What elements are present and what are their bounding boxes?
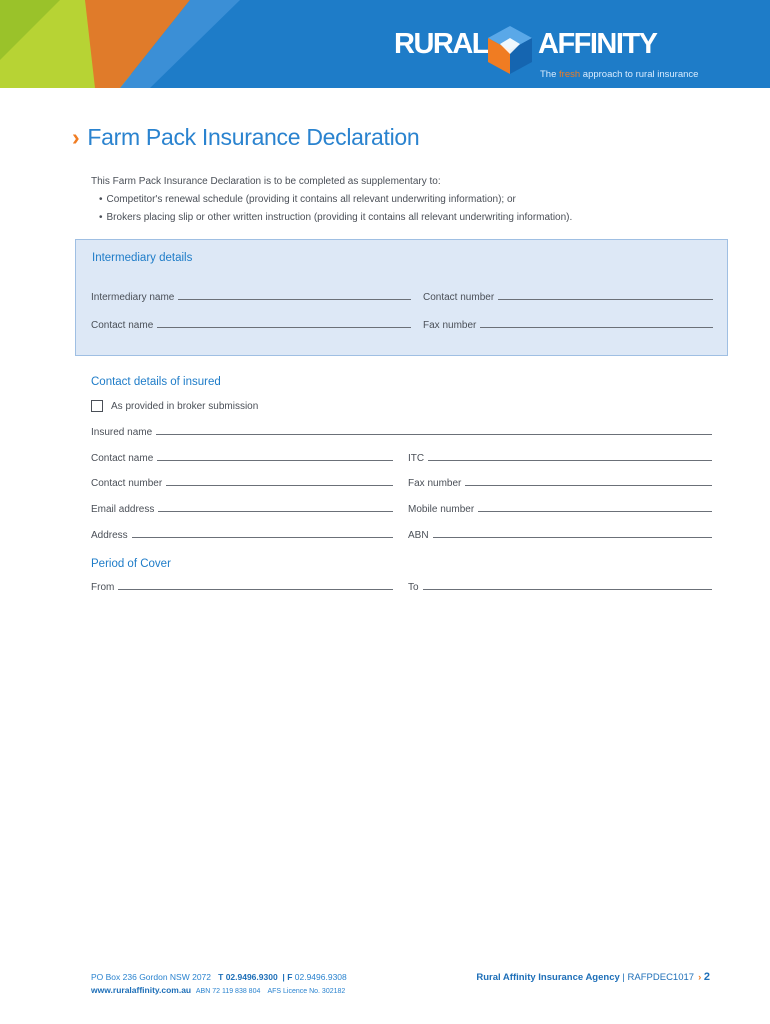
insured-section-title: Contact details of insured xyxy=(91,376,221,388)
intro-bullet: • Brokers placing slip or other written instruction (providing it contains all relevant underwriting information). xyxy=(99,209,572,227)
logo-cube-icon xyxy=(486,24,534,76)
insured-abn-field[interactable]: ABN xyxy=(408,528,712,541)
footer-fax: 02.9496.9308 xyxy=(294,972,347,982)
broker-submission-option[interactable] xyxy=(91,400,258,412)
intro-list xyxy=(91,191,572,227)
footer-abn: ABN 72 119 838 804 xyxy=(195,988,261,995)
insured-fax-number-field[interactable]: Fax number xyxy=(408,476,712,489)
footer-agency: Rural Affinity Insurance Agency | RAFPDEC1017 › 2 xyxy=(476,971,710,983)
page-title: › Farm Pack Insurance Declaration xyxy=(72,124,420,150)
insured-name-field[interactable]: Insured name xyxy=(91,425,712,438)
intermediary-section-title: Intermediary details xyxy=(92,252,193,264)
chevron-right-icon: › xyxy=(698,972,702,983)
broker-submission-label: As provided in broker submission xyxy=(111,400,259,412)
insured-contact-name-field[interactable]: Contact name xyxy=(91,451,393,464)
insured-contact-number-field[interactable]: Contact number xyxy=(91,476,393,489)
brand-tagline: The fresh approach to rural insurance xyxy=(540,69,699,80)
insured-mobile-field[interactable]: Mobile number xyxy=(408,502,712,515)
page-number: 2 xyxy=(703,971,710,983)
header-decoration xyxy=(0,0,260,88)
insured-itc-field[interactable]: ITC xyxy=(408,451,712,464)
insured-email-field[interactable]: Email address xyxy=(91,502,393,515)
brand-affinity: AFFINITY xyxy=(538,28,657,60)
intro-lead: This Farm Pack Insurance Declaration is to be completed as supplementary to: xyxy=(91,176,441,187)
intermediary-name-field[interactable]: Intermediary name xyxy=(91,290,411,303)
footer-contact: PO Box 236 Gordon NSW 2072 T 02.9496.9300 | F 02.9496.9308 www.ruralaffinity.com.au ABN 72 119 838 804 AFS Licence No. 302182 xyxy=(91,972,347,995)
intermediary-contact-name-field[interactable]: Contact name xyxy=(91,318,411,331)
broker-submission-checkbox[interactable] xyxy=(91,400,103,412)
intermediary-contact-number-field[interactable]: Contact number xyxy=(423,290,713,303)
chevron-right-icon: › xyxy=(72,124,80,150)
period-to-field[interactable]: To xyxy=(408,580,712,593)
intro-bullet: • Competitor's renewal schedule (providing it contains all relevant underwriting information); or xyxy=(99,191,572,209)
period-from-field[interactable]: From xyxy=(91,580,393,593)
footer-website-link[interactable]: www.ruralaffinity.com.au xyxy=(91,985,192,995)
intermediary-fax-number-field[interactable]: Fax number xyxy=(423,318,713,331)
intro-text xyxy=(91,173,572,227)
period-section-title: Period of Cover xyxy=(91,558,171,570)
brand-rural: RURAL xyxy=(394,28,488,60)
footer-licence: AFS Licence No. 302182 xyxy=(267,988,346,995)
footer-form-code: RAFPDEC1017 xyxy=(627,972,695,983)
footer-address: PO Box 236 Gordon NSW 2072 xyxy=(91,972,212,982)
insured-address-field[interactable]: Address xyxy=(91,528,393,541)
footer-phone: 02.9496.9300 xyxy=(225,972,278,982)
page-header xyxy=(0,0,770,88)
